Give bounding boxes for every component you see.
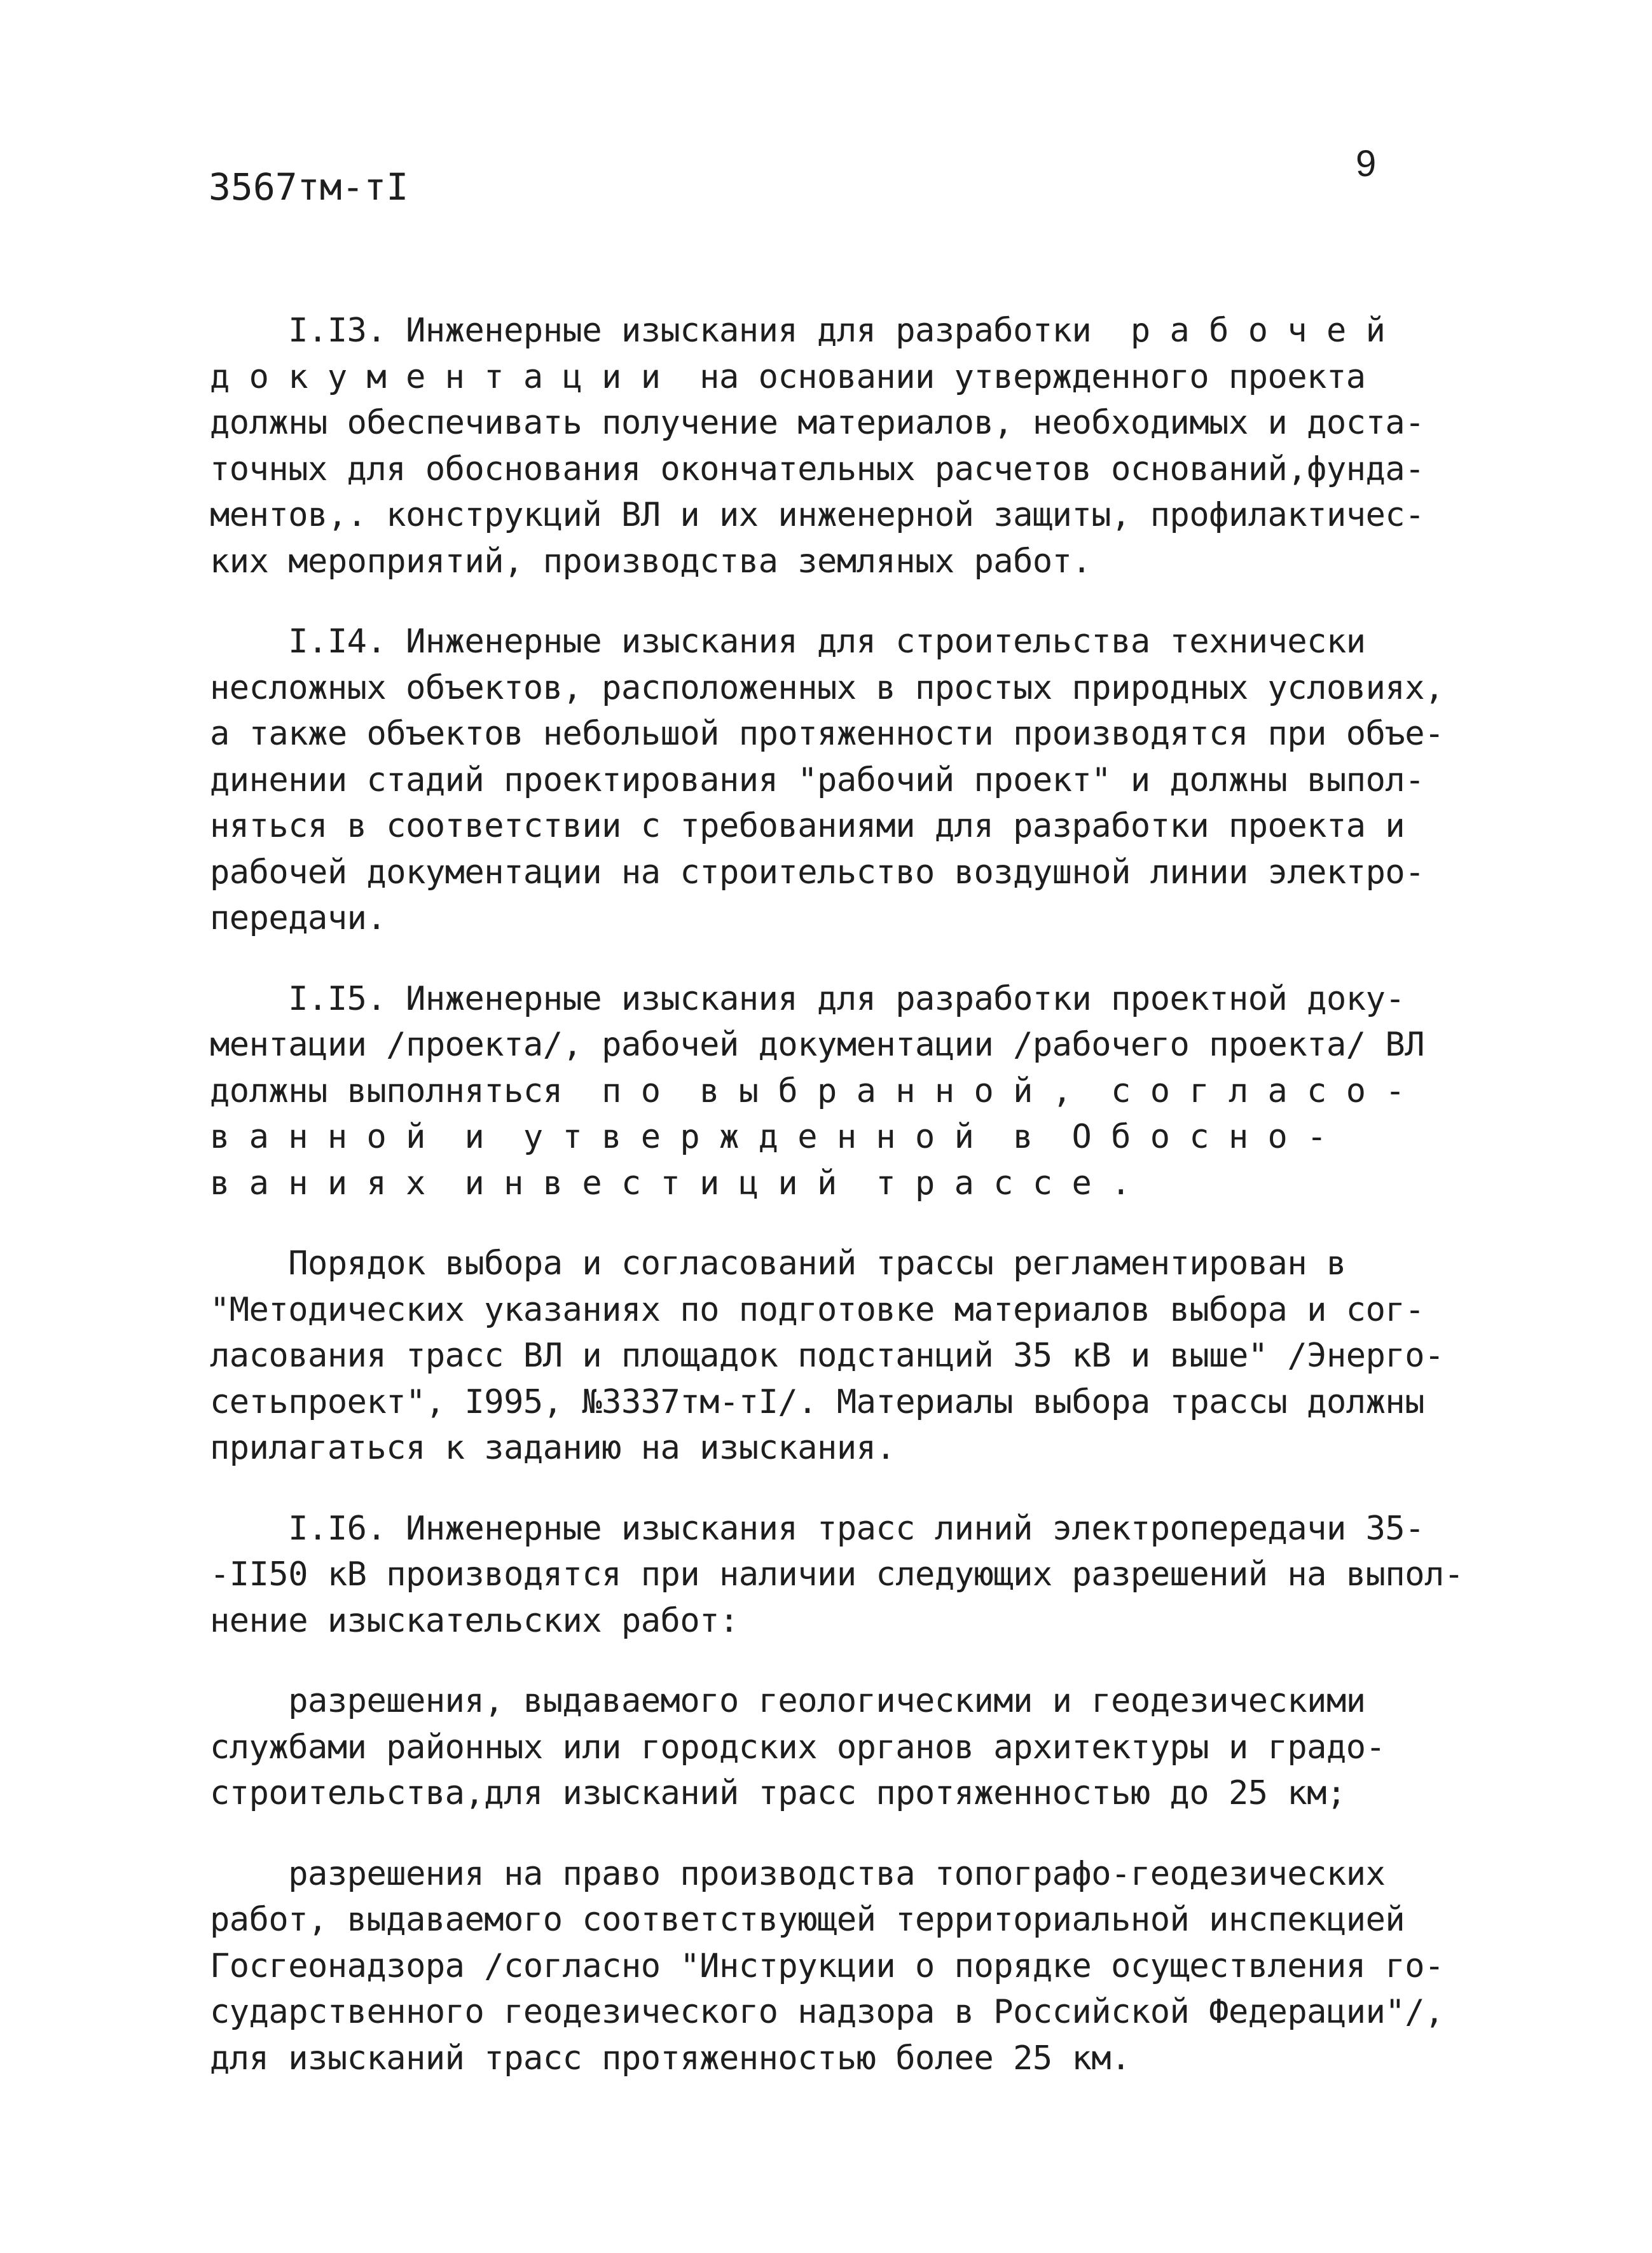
paragraph-route-selection — [210, 1241, 1456, 1471]
text-line: Порядок выбора и согласований трассы регламентирован в — [210, 1244, 1346, 1283]
text-line: няться в соответствии с требованиями для разработки проекта и — [210, 807, 1405, 845]
text-line: нение изыскательских работ: — [210, 1601, 739, 1640]
text-line: в а н н о й и у т в е р ж д е н н о й в О б о с н о - — [210, 1118, 1326, 1156]
text-line: ласования трасс ВЛ и площадок подстанций 35 кВ и выше" /Энерго- — [210, 1337, 1444, 1375]
text-line: несложных объектов, расположенных в простых природных условиях, — [210, 668, 1444, 707]
text-line: I.I5. Инженерные изыскания для разработки проектной доку- — [210, 979, 1405, 1018]
text-line: Госгеонадзора /согласно "Инструкции о порядке осуществления го- — [210, 1946, 1444, 1985]
text-line: I.I6. Инженерные изыскания трасс линий электропередачи 35- — [210, 1509, 1425, 1548]
text-line: а также объектов небольшой протяженности производятся при объе- — [210, 715, 1444, 753]
text-line: сударственного геодезического надзора в Российской Федерации"/, — [210, 1993, 1444, 2031]
text-line: "Методических указаниях по подготовке материалов выбора и сог- — [210, 1290, 1425, 1329]
text-line: -II50 кВ производятся при наличии следующих разрешений на выпол- — [210, 1555, 1464, 1594]
text-line: для изысканий трасс протяженностью более 25 км. — [210, 2039, 1131, 2077]
text-line: точных для обоснования окончательных расчетов оснований,фунда- — [210, 450, 1425, 488]
text-line: в а н и я х и н в е с т и ц и й т р а с с е . — [210, 1164, 1131, 1202]
text-line: д о к у м е н т а ц и и на основании утвержденного проекта — [210, 357, 1366, 396]
paragraph-permit-gosgeonadzor — [210, 1851, 1456, 2082]
text-line: разрешения, выдаваемого геологическими и геодезическими — [210, 1682, 1366, 1720]
text-line: строительства,для изысканий трасс протяженностью до 25 км; — [210, 1774, 1346, 1812]
text-line: должны выполняться п о в ы б р а н н о й , с о г л а с о - — [210, 1071, 1405, 1110]
text-line: ких мероприятий, производства земляных работ. — [210, 542, 1092, 581]
paragraph-1-16 — [210, 1506, 1464, 1644]
text-line: прилагаться к заданию на изыскания. — [210, 1429, 896, 1467]
paragraph-1-13 — [210, 308, 1456, 584]
text-line: ментации /проекта/, рабочей документации /рабочего проекта/ ВЛ — [210, 1026, 1425, 1064]
text-line: передачи. — [210, 899, 387, 937]
text-line: работ, выдаваемого соответствующей территориальной инспекцией — [210, 1901, 1405, 1939]
text-line: динении стадий проектирования "рабочий проект" и должны выпол- — [210, 761, 1425, 799]
text-line: службами районных или городских органов архитектуры и градо- — [210, 1728, 1386, 1767]
text-line: должны обеспечивать получение материалов, необходимых и доста- — [210, 404, 1425, 442]
text-line: сетьпроект", I995, №3337тм-тI/. Материалы выбора трассы должны — [210, 1382, 1425, 1421]
paragraph-1-15 — [210, 976, 1456, 1207]
text-line: I.I4. Инженерные изыскания для строительства технически — [210, 623, 1366, 661]
document-code: 3567тм-тI — [209, 165, 409, 209]
text-line: разрешения на право производства топографо-геодезических — [210, 1854, 1386, 1893]
text-line: ментов,. конструкций ВЛ и их инженерной защиты, профилактичес- — [210, 496, 1425, 534]
body-text — [210, 308, 1464, 2116]
page-number: 9 — [1356, 143, 1377, 184]
paragraph-1-14 — [210, 619, 1456, 942]
text-line: I.I3. Инженерные изыскания для разработки р а б о ч е й — [210, 312, 1386, 350]
paragraph-permit-local — [210, 1678, 1456, 1817]
text-line: рабочей документации на строительство воздушной линии электро- — [210, 853, 1425, 892]
